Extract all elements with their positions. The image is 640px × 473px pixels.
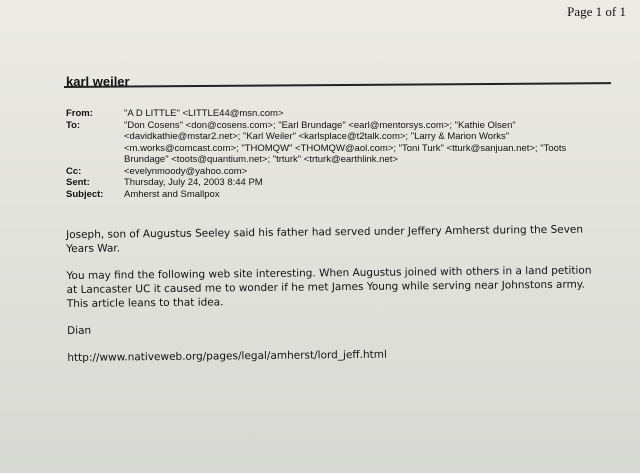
page-number: Page 1 of 1	[567, 4, 626, 19]
header-sent	[66, 177, 606, 189]
header-label: Subject:	[66, 188, 104, 200]
header-from	[66, 108, 606, 120]
header-cc	[66, 166, 606, 178]
header-to	[66, 120, 606, 166]
body-paragraph: You may find the following web site interesting. When Augustus joined with others in a land petition at Lancaster UC it caused me to wonder if he met James Young while serving near Johnstons army. This article leans to that idea.	[66, 264, 592, 310]
email-body	[66, 222, 603, 378]
header-value: "Don Cosens" <don@cosens.com>; "Earl Brundage" <earl@mentorsys.com>; "Kathie Olsen" <davidkathie@mstar2.net>; "Karl Weiler" <karlsplace@t2talk.com>; "Larry & Marion Works" <m.works@comcast.com>; "THOMQW" <THOMQW@aol.com>; "Toni Turk" <tturk@sanjuan.net>; "Toots Brundage" <toots@quantium.net>; "trturk" <trturk@earthlink.net>	[124, 119, 567, 165]
signature: Dian	[67, 324, 92, 337]
header-subject	[66, 189, 606, 201]
header-value: <evelynmoody@yahoo.com>	[124, 165, 248, 177]
header-divider	[64, 82, 611, 88]
header-label: Sent:	[66, 177, 90, 188]
header-value: "A D LITTLE" <LITTLE44@msn.com>	[124, 108, 284, 119]
sender-name: karl weiler	[66, 74, 130, 89]
header-label: Cc:	[66, 165, 82, 177]
header-value: Amherst and Smallpox	[124, 188, 220, 200]
body-paragraph: Joseph, son of Augustus Seeley said his father had served under Jeffery Amherst during the Seven Years War.	[66, 223, 584, 255]
header-label: To:	[66, 119, 81, 131]
header-value: Thursday, July 24, 2003 8:44 PM	[124, 177, 263, 188]
article-url: http://www.nativeweb.org/pages/legal/amherst/lord_jeff.html	[67, 348, 387, 364]
email-headers	[66, 108, 606, 200]
header-label: From:	[66, 108, 93, 119]
